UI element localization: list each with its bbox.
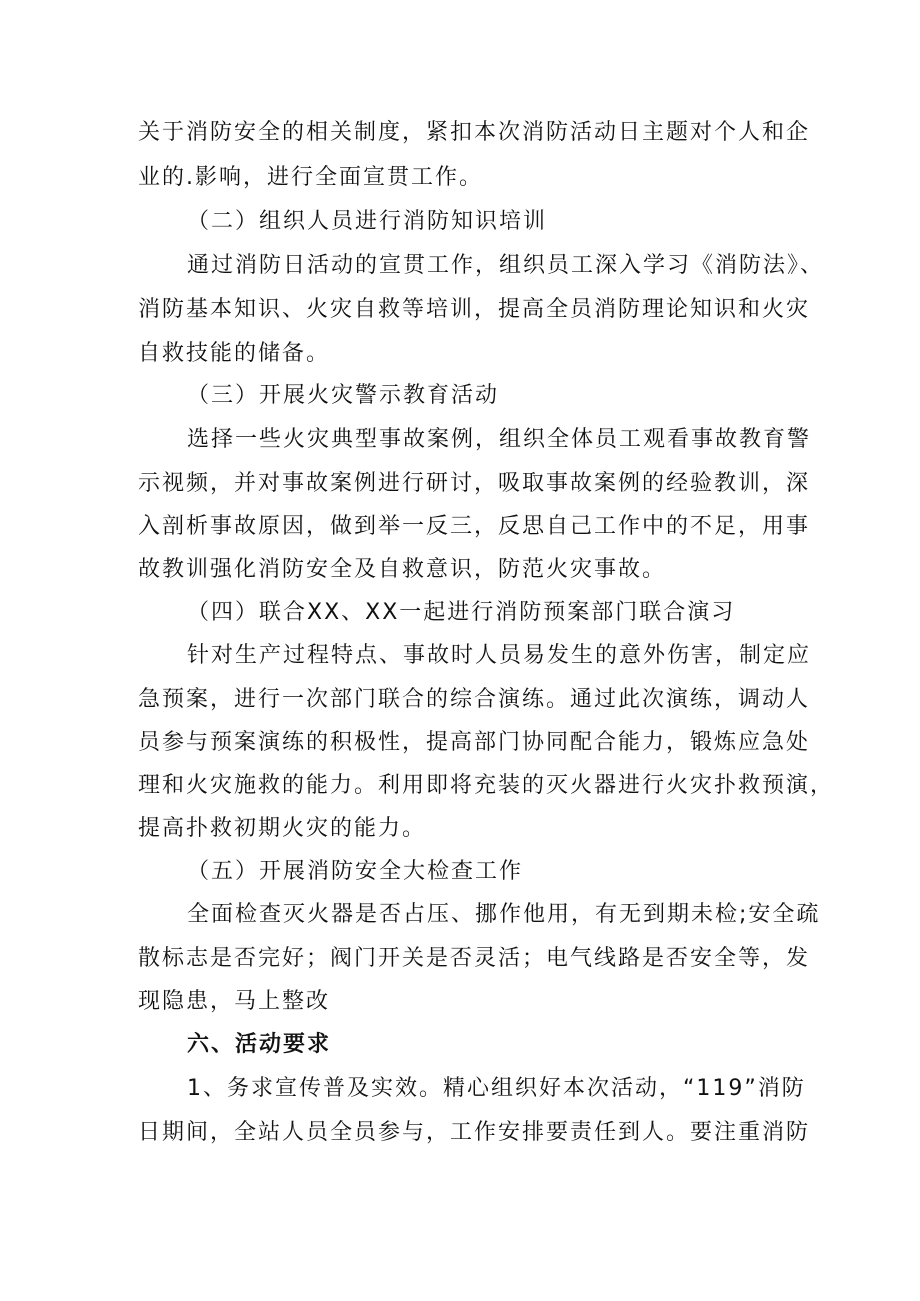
body-line: 日期间，全站人员全员参与，工作安排要责任到人。要注重消防 bbox=[138, 1120, 811, 1145]
section-subheading: （五）开展消防安全大检查工作 bbox=[187, 859, 524, 884]
body-line: 入剖析事故原因，做到举一反三，反思自己工作中的不足，用事 bbox=[138, 514, 811, 539]
paragraph-first-line: 全面检查灭火器是否占压、挪作他用，有无到期未检;安全疏 bbox=[187, 902, 821, 927]
body-line: 故教训强化消防安全及自救意识，防范火灾事故。 bbox=[138, 557, 667, 582]
body-line: 员参与预案演练的积极性，提高部门协同配合能力，锻炼应急处 bbox=[138, 730, 811, 755]
section-heading: 六、活动要求 bbox=[187, 1032, 332, 1057]
paragraph-first-line: 选择一些火灾典型事故案例，组织全体员工观看事故教育警 bbox=[187, 427, 812, 452]
paragraph-first-line: 1、务求宣传普及实效。精心组织好本次活动，“119”消防 bbox=[187, 1076, 806, 1101]
section-subheading: （四）联合XX、XX一起进行消防预案部门联合演习 bbox=[187, 600, 736, 625]
body-line: 急预案，进行一次部门联合的综合演练。通过此次演练，调动人 bbox=[138, 687, 811, 712]
body-line: 自救技能的储备。 bbox=[138, 341, 331, 366]
body-line: 业的.影响，进行全面宣贯工作。 bbox=[138, 165, 483, 190]
body-line: 消防基本知识、火灾自救等培训，提高全员消防理论知识和火灾 bbox=[138, 297, 811, 322]
body-line: 关于消防安全的相关制度，紧扣本次消防活动日主题对个人和企 bbox=[138, 120, 811, 145]
body-line: 提高扑救初期火灾的能力。 bbox=[138, 816, 427, 841]
section-subheading: （三）开展火灾警示教育活动 bbox=[187, 383, 500, 408]
section-subheading: （二）组织人员进行消防知识培训 bbox=[187, 209, 548, 234]
body-line: 理和火灾施救的能力。利用即将充装的灭火器进行火灾扑救预演， bbox=[138, 773, 835, 798]
body-line: 散标志是否完好；阀门开关是否灵活；电气线路是否安全等，发 bbox=[138, 946, 811, 971]
body-line: 示视频，并对事故案例进行研讨，吸取事故案例的经验教训，深 bbox=[138, 471, 811, 496]
paragraph-first-line: 针对生产过程特点、事故时人员易发生的意外伤害，制定应 bbox=[187, 643, 812, 668]
body-line: 现隐患，马上整改 bbox=[138, 989, 331, 1014]
paragraph-first-line: 通过消防日活动的宣贯工作，组织员工深入学习《消防法》、 bbox=[187, 253, 825, 278]
